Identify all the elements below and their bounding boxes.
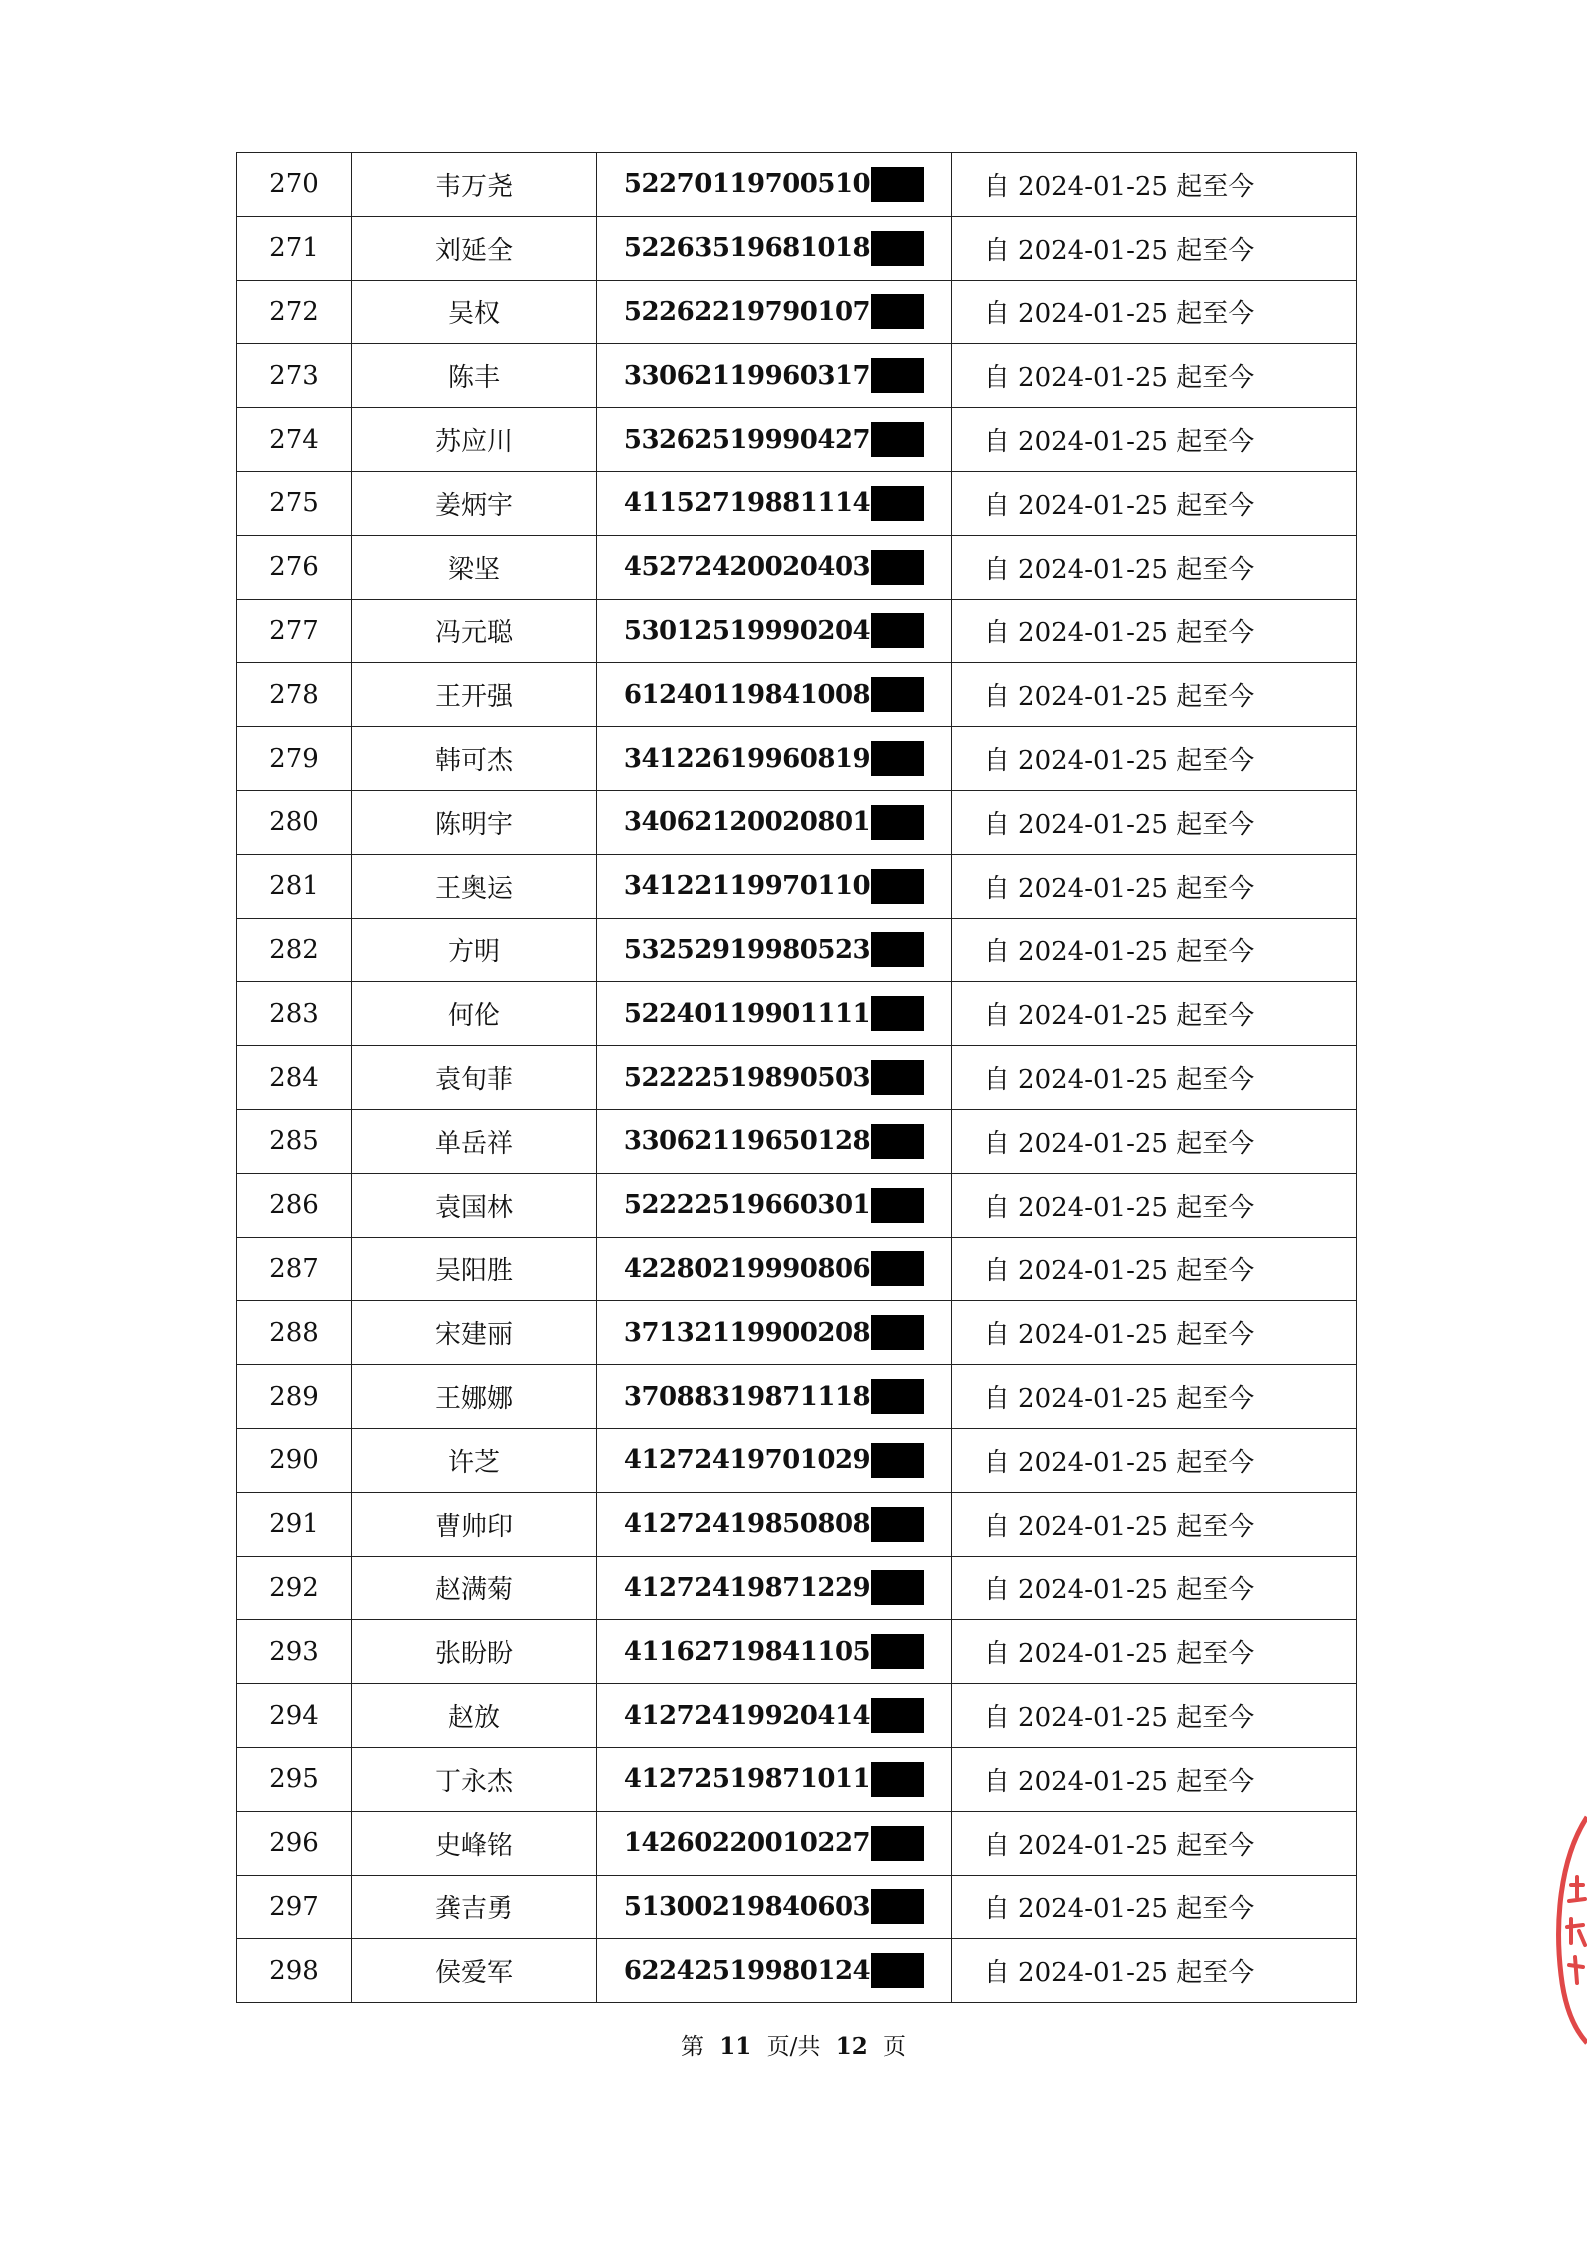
person-name: 赵满菊 <box>352 1556 597 1620</box>
redaction-block <box>871 1124 924 1159</box>
redaction-block <box>871 613 924 648</box>
table-row <box>237 1109 1357 1173</box>
person-name: 苏应川 <box>352 408 597 472</box>
table-row <box>237 727 1357 791</box>
page-footer <box>0 2028 1587 2061</box>
redaction-block <box>871 1698 924 1733</box>
row-number: 274 <box>237 408 352 472</box>
row-number: 276 <box>237 535 352 599</box>
redaction-block <box>871 805 924 840</box>
enrollment-period: 自 2024-01-25 起至今 <box>952 1747 1357 1811</box>
enrollment-period: 自 2024-01-25 起至今 <box>952 727 1357 791</box>
row-number: 289 <box>237 1365 352 1429</box>
current-page-number: 11 <box>719 2033 752 2060</box>
id-number-cell <box>597 1109 952 1173</box>
row-number: 288 <box>237 1301 352 1365</box>
id-number-cell <box>597 1620 952 1684</box>
table-row <box>237 280 1357 344</box>
enrollment-period: 自 2024-01-25 起至今 <box>952 1109 1357 1173</box>
row-number: 271 <box>237 216 352 280</box>
id-number-visible: 51300219840603 <box>623 1891 871 1922</box>
enrollment-period: 自 2024-01-25 起至今 <box>952 344 1357 408</box>
enrollment-period: 自 2024-01-25 起至今 <box>952 1365 1357 1429</box>
row-number: 282 <box>237 918 352 982</box>
id-number-cell <box>597 854 952 918</box>
row-number: 294 <box>237 1684 352 1748</box>
person-name: 吴权 <box>352 280 597 344</box>
id-number-visible: 45272420020403 <box>623 552 871 583</box>
redaction-block <box>871 1379 924 1414</box>
id-number-cell <box>597 1173 952 1237</box>
id-number-visible: 62242519980124 <box>623 1955 871 1986</box>
redaction-block <box>871 1570 924 1605</box>
person-name: 刘延全 <box>352 216 597 280</box>
id-number-cell <box>597 1365 952 1429</box>
row-number: 295 <box>237 1747 352 1811</box>
id-number-cell <box>597 1237 952 1301</box>
id-number-visible: 52222519890503 <box>623 1062 871 1093</box>
row-number: 293 <box>237 1620 352 1684</box>
table-row <box>237 216 1357 280</box>
table-row <box>237 599 1357 663</box>
redaction-block <box>871 231 924 266</box>
row-number: 280 <box>237 790 352 854</box>
table-row <box>237 1365 1357 1429</box>
id-number-visible: 52270119700510 <box>623 169 871 200</box>
enrollment-period: 自 2024-01-25 起至今 <box>952 790 1357 854</box>
person-name: 陈明宇 <box>352 790 597 854</box>
person-name: 许芝 <box>352 1428 597 1492</box>
redaction-block <box>871 422 924 457</box>
row-number: 281 <box>237 854 352 918</box>
person-name: 王奥运 <box>352 854 597 918</box>
table-row <box>237 1811 1357 1875</box>
id-number-visible: 14260220010227 <box>623 1828 871 1859</box>
redaction-block <box>871 358 924 393</box>
enrollment-period: 自 2024-01-25 起至今 <box>952 1811 1357 1875</box>
enrollment-period: 自 2024-01-25 起至今 <box>952 1556 1357 1620</box>
footer-middle: 页/共 <box>766 2034 821 2060</box>
id-number-cell <box>597 1301 952 1365</box>
person-name: 方明 <box>352 918 597 982</box>
enrollment-period: 自 2024-01-25 起至今 <box>952 1620 1357 1684</box>
id-number-cell <box>597 1747 952 1811</box>
redaction-block <box>871 869 924 904</box>
id-number-cell <box>597 1556 952 1620</box>
id-number-visible: 52222519660301 <box>623 1190 871 1221</box>
person-name: 单岳祥 <box>352 1109 597 1173</box>
row-number: 297 <box>237 1875 352 1939</box>
id-number-cell <box>597 344 952 408</box>
enrollment-period: 自 2024-01-25 起至今 <box>952 1875 1357 1939</box>
table-row <box>237 663 1357 727</box>
row-number: 279 <box>237 727 352 791</box>
person-name: 史峰铭 <box>352 1811 597 1875</box>
id-number-visible: 34062120020801 <box>623 807 871 838</box>
id-number-cell <box>597 1684 952 1748</box>
person-name: 冯元聪 <box>352 599 597 663</box>
id-number-visible: 34122119970110 <box>623 871 871 902</box>
row-number: 275 <box>237 471 352 535</box>
id-number-visible: 52240119901111 <box>623 998 871 1029</box>
redaction-block <box>871 741 924 776</box>
id-number-cell <box>597 216 952 280</box>
enrollment-period: 自 2024-01-25 起至今 <box>952 280 1357 344</box>
table-row <box>237 1301 1357 1365</box>
row-number: 278 <box>237 663 352 727</box>
redaction-block <box>871 1443 924 1478</box>
enrollment-period: 自 2024-01-25 起至今 <box>952 1046 1357 1110</box>
table-row <box>237 1428 1357 1492</box>
id-number-cell <box>597 408 952 472</box>
id-number-cell <box>597 663 952 727</box>
row-number: 277 <box>237 599 352 663</box>
row-number: 283 <box>237 982 352 1046</box>
row-number: 284 <box>237 1046 352 1110</box>
row-number: 273 <box>237 344 352 408</box>
enrollment-period: 自 2024-01-25 起至今 <box>952 1492 1357 1556</box>
redaction-block <box>871 1315 924 1350</box>
enrollment-period: 自 2024-01-25 起至今 <box>952 854 1357 918</box>
id-number-visible: 37132119900208 <box>623 1317 871 1348</box>
id-number-cell <box>597 1939 952 2003</box>
id-number-visible: 41152719881114 <box>623 488 871 519</box>
official-seal-fragment <box>1553 1815 1587 2045</box>
id-number-cell <box>597 1875 952 1939</box>
redaction-block <box>871 1889 924 1924</box>
person-name: 吴阳胜 <box>352 1237 597 1301</box>
enrollment-period: 自 2024-01-25 起至今 <box>952 1301 1357 1365</box>
id-number-visible: 41272419850808 <box>623 1509 871 1540</box>
enrollment-period: 自 2024-01-25 起至今 <box>952 599 1357 663</box>
total-pages-number: 12 <box>835 2033 868 2060</box>
table-body <box>237 153 1357 2003</box>
enrollment-period: 自 2024-01-25 起至今 <box>952 918 1357 982</box>
enrollment-period: 自 2024-01-25 起至今 <box>952 1939 1357 2003</box>
person-name: 侯爱军 <box>352 1939 597 2003</box>
person-name: 陈丰 <box>352 344 597 408</box>
table-row <box>237 1875 1357 1939</box>
id-number-visible: 53262519990427 <box>623 424 871 455</box>
id-number-cell <box>597 280 952 344</box>
table-row <box>237 153 1357 217</box>
redaction-block <box>871 1826 924 1861</box>
enrollment-period: 自 2024-01-25 起至今 <box>952 153 1357 217</box>
enrollment-period: 自 2024-01-25 起至今 <box>952 408 1357 472</box>
person-name: 赵放 <box>352 1684 597 1748</box>
redaction-block <box>871 294 924 329</box>
enrollment-period: 自 2024-01-25 起至今 <box>952 1237 1357 1301</box>
person-name: 何伦 <box>352 982 597 1046</box>
person-name: 曹帅印 <box>352 1492 597 1556</box>
person-name: 袁国林 <box>352 1173 597 1237</box>
person-name: 宋建丽 <box>352 1301 597 1365</box>
enrollment-period: 自 2024-01-25 起至今 <box>952 663 1357 727</box>
id-number-visible: 53252919980523 <box>623 934 871 965</box>
id-number-visible: 33062119650128 <box>623 1126 871 1157</box>
row-number: 298 <box>237 1939 352 2003</box>
redaction-block <box>871 1762 924 1797</box>
enrollment-period: 自 2024-01-25 起至今 <box>952 982 1357 1046</box>
row-number: 286 <box>237 1173 352 1237</box>
id-number-cell <box>597 1428 952 1492</box>
redaction-block <box>871 486 924 521</box>
redaction-block <box>871 1060 924 1095</box>
table-row <box>237 408 1357 472</box>
enrollment-period: 自 2024-01-25 起至今 <box>952 1428 1357 1492</box>
person-name: 袁旬菲 <box>352 1046 597 1110</box>
id-number-cell <box>597 727 952 791</box>
redaction-block <box>871 167 924 202</box>
id-number-cell <box>597 790 952 854</box>
redaction-block <box>871 1634 924 1669</box>
table-row <box>237 854 1357 918</box>
id-number-cell <box>597 918 952 982</box>
row-number: 291 <box>237 1492 352 1556</box>
table-row <box>237 1046 1357 1110</box>
table-row <box>237 1939 1357 2003</box>
table-row <box>237 1237 1357 1301</box>
person-name: 张盼盼 <box>352 1620 597 1684</box>
redaction-block <box>871 550 924 585</box>
person-name: 龚吉勇 <box>352 1875 597 1939</box>
table-row <box>237 1492 1357 1556</box>
id-number-visible: 41162719841105 <box>623 1636 871 1667</box>
redaction-block <box>871 1507 924 1542</box>
person-name: 梁坚 <box>352 535 597 599</box>
id-number-visible: 53012519990204 <box>623 615 871 646</box>
row-number: 270 <box>237 153 352 217</box>
id-number-visible: 42280219990806 <box>623 1253 871 1284</box>
footer-prefix: 第 <box>680 2034 704 2060</box>
row-number: 285 <box>237 1109 352 1173</box>
id-number-cell <box>597 535 952 599</box>
redaction-block <box>871 1953 924 1988</box>
enrollment-period: 自 2024-01-25 起至今 <box>952 216 1357 280</box>
id-number-visible: 41272419701029 <box>623 1445 871 1476</box>
redaction-block <box>871 996 924 1031</box>
id-number-cell <box>597 982 952 1046</box>
id-number-visible: 61240119841008 <box>623 679 871 710</box>
enrollment-period: 自 2024-01-25 起至今 <box>952 535 1357 599</box>
redaction-block <box>871 677 924 712</box>
table-row <box>237 790 1357 854</box>
table-row <box>237 535 1357 599</box>
id-number-visible: 52262219790107 <box>623 296 871 327</box>
redaction-block <box>871 1188 924 1223</box>
table-row <box>237 1556 1357 1620</box>
redaction-block <box>871 1251 924 1286</box>
id-number-visible: 41272419871229 <box>623 1572 871 1603</box>
person-name: 韦万尧 <box>352 153 597 217</box>
person-name: 丁永杰 <box>352 1747 597 1811</box>
redaction-block <box>871 932 924 967</box>
table-row <box>237 1620 1357 1684</box>
person-name: 王娜娜 <box>352 1365 597 1429</box>
table-row <box>237 982 1357 1046</box>
personnel-table <box>236 152 1357 2003</box>
enrollment-period: 自 2024-01-25 起至今 <box>952 1173 1357 1237</box>
id-number-cell <box>597 1811 952 1875</box>
table-row <box>237 1173 1357 1237</box>
person-name: 姜炳宇 <box>352 471 597 535</box>
footer-suffix: 页 <box>883 2034 907 2060</box>
row-number: 290 <box>237 1428 352 1492</box>
id-number-cell <box>597 1492 952 1556</box>
person-name: 韩可杰 <box>352 727 597 791</box>
id-number-cell <box>597 1046 952 1110</box>
id-number-visible: 34122619960819 <box>623 743 871 774</box>
table-row <box>237 918 1357 982</box>
id-number-visible: 37088319871118 <box>623 1381 871 1412</box>
table-row <box>237 1684 1357 1748</box>
id-number-cell <box>597 471 952 535</box>
table-row <box>237 1747 1357 1811</box>
row-number: 296 <box>237 1811 352 1875</box>
enrollment-period: 自 2024-01-25 起至今 <box>952 471 1357 535</box>
table-row <box>237 471 1357 535</box>
id-number-cell <box>597 599 952 663</box>
id-number-cell <box>597 153 952 217</box>
table-row <box>237 344 1357 408</box>
row-number: 287 <box>237 1237 352 1301</box>
row-number: 292 <box>237 1556 352 1620</box>
row-number: 272 <box>237 280 352 344</box>
id-number-visible: 41272519871011 <box>623 1764 871 1795</box>
id-number-visible: 52263519681018 <box>623 233 871 264</box>
person-name: 王开强 <box>352 663 597 727</box>
enrollment-period: 自 2024-01-25 起至今 <box>952 1684 1357 1748</box>
id-number-visible: 33062119960317 <box>623 360 871 391</box>
id-number-visible: 41272419920414 <box>623 1700 871 1731</box>
